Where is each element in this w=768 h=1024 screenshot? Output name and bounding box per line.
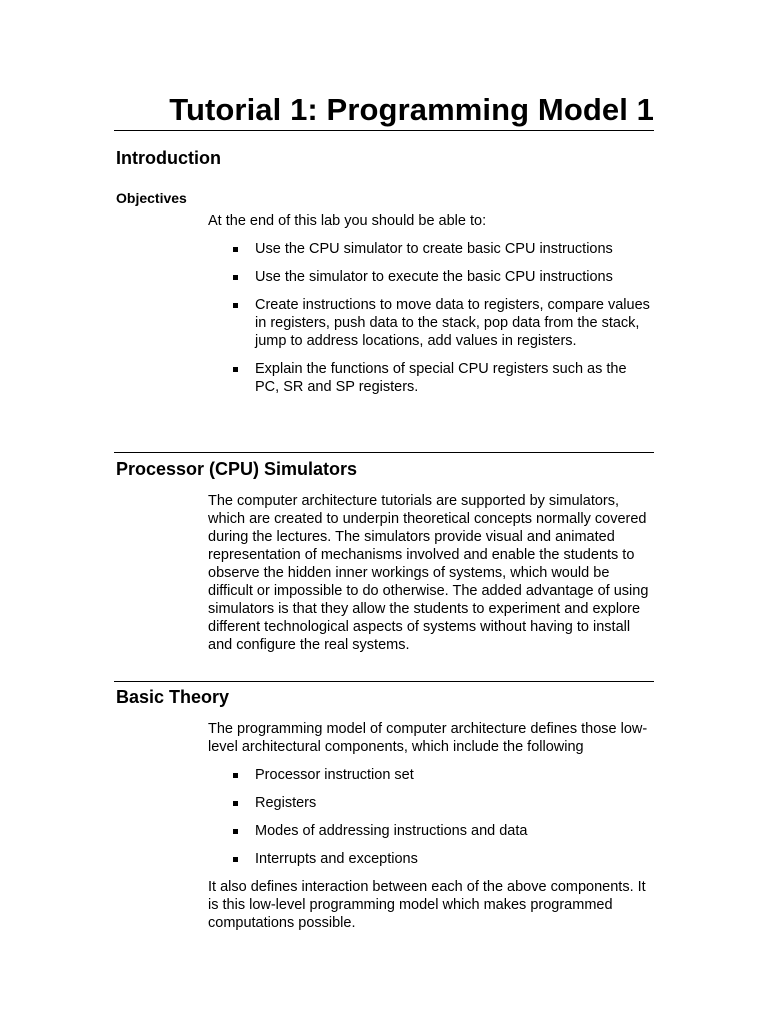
list-item-text: Registers	[255, 795, 317, 811]
page-title: Tutorial 1: Programming Model 1	[169, 92, 654, 127]
list-item-text: Processor instruction set	[255, 767, 414, 783]
list-item-text: Modes of addressing instructions and data	[255, 823, 528, 839]
list-item-text: Use the CPU simulator to create basic CPU instructions	[255, 241, 613, 257]
list-item	[208, 240, 654, 258]
bullet-square-icon	[233, 303, 238, 308]
title-divider	[114, 130, 654, 131]
bullet-square-icon	[233, 773, 238, 778]
objectives-lead: At the end of this lab you should be able to:	[208, 213, 487, 229]
basic-theory-closing: It also defines interaction between each of the above components. It is this low-level programming model which makes programmed computations possible.	[208, 879, 646, 931]
basic-theory-heading: Basic Theory	[116, 687, 230, 707]
list-item-text: Create instructions to move data to registers, compare values in registers, push data to the stack, pop data from the stack, jump to address locations, add values in registers.	[255, 297, 650, 349]
bullet-square-icon	[233, 829, 238, 834]
simulators-body: The computer architecture tutorials are supported by simulators, which are created to underpin theoretical concepts normally covered during the lectures. The simulators provide visual and animated representation of mechanisms involved and enable the students to observe the hidden inner workings of systems, which would be difficult or impossible to do otherwise. The added advantage of using simulators is that they allow the students to experiment and explore different technological aspects of systems without having to install and configure the real systems.	[208, 493, 649, 653]
section-divider	[114, 681, 654, 682]
bullet-square-icon	[233, 801, 238, 806]
list-item-text: Interrupts and exceptions	[255, 851, 418, 867]
bullet-square-icon	[233, 857, 238, 862]
components-list	[208, 766, 654, 868]
section-divider	[114, 452, 654, 453]
bullet-square-icon	[233, 275, 238, 280]
list-item	[208, 822, 654, 840]
list-item	[208, 268, 654, 286]
list-item-text: Use the simulator to execute the basic CPU instructions	[255, 269, 613, 285]
list-item	[208, 360, 654, 396]
basic-theory-lead: The programming model of computer architecture defines those low-level architectural components, which include the following	[208, 721, 648, 755]
objectives-heading: Objectives	[116, 190, 187, 206]
list-item	[208, 850, 654, 868]
list-item	[208, 296, 654, 350]
simulators-heading: Processor (CPU) Simulators	[116, 459, 358, 479]
objectives-list	[208, 240, 654, 396]
list-item	[208, 794, 654, 812]
list-item	[208, 766, 654, 784]
bullet-square-icon	[233, 367, 238, 372]
introduction-heading: Introduction	[116, 148, 221, 168]
bullet-square-icon	[233, 247, 238, 252]
list-item-text: Explain the functions of special CPU registers such as the PC, SR and SP registers.	[255, 361, 627, 395]
